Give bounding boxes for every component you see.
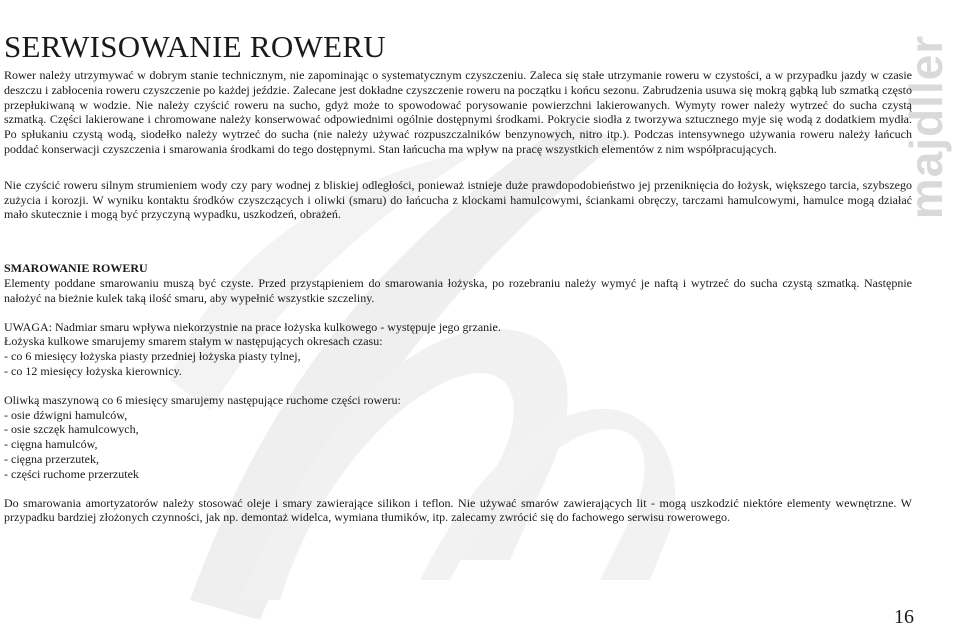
oil-list-line: Oliwką maszynową co 6 miesięcy smarujemy następujące ruchome części roweru: — [4, 392, 401, 407]
oil-list-line: - części ruchome przerzutek — [4, 466, 139, 481]
svg-text:majdller: majdller — [900, 34, 952, 220]
bearing-note-line: UWAGA: Nadmiar smaru wpływa niekorzystnie na prace łożyska kulkowego - występuje jego grzanie. — [4, 319, 501, 334]
lubrication-intro-paragraph: Elementy poddane smarowaniu muszą być czyste. Przed przystąpieniem do smarowania łożyska, po rozebraniu należy wymyć je naftą i wytrzeć do sucha czystą szmatką. Następnie nałożyć na bieżnie kulek taką ilość smaru, aby wypełnić wszystkie szczeliny. — [4, 275, 912, 305]
oil-list-line: - cięgna przerzutek, — [4, 451, 99, 466]
page-title: SERWISOWANIE ROWERU — [4, 29, 386, 64]
bearing-note-line: Łożyska kulkowe smarujemy smarem stałym w następujących okresach czasu: — [4, 334, 383, 349]
page-number: 16 — [894, 606, 914, 628]
document-body — [4, 68, 912, 525]
oil-list-line: - osie dźwigni hamulców, — [4, 407, 128, 422]
bearing-note-line: - co 12 miesięcy łożyska kierownicy. — [4, 363, 182, 378]
shock-absorber-paragraph: Do smarowania amortyzatorów należy stosować oleje i smary zawierające silikon i teflon. Nie używać smarów zawierających lit - mogą uszkodzić niektóre elementy wewnętrzne. W przypadku bardziej złożonych czynności, jak np. demontaż widelca, wymiana tłumików, itp. zalecamy zwrócić się do fachowego serwisu rowerowego. — [4, 495, 912, 525]
oil-list-line: - cięgna hamulców, — [4, 437, 98, 452]
oil-list-line: - osie szczęk hamulcowych, — [4, 422, 139, 437]
intro-paragraph: Rower należy utrzymywać w dobrym stanie technicznym, nie zapominając o systematycznym czyszczeniu. Zaleca się stałe utrzymanie roweru w czystości, a w przypadku jazdy w czasie deszczu i zabłocenia roweru czyszczenie po każdej jeździe. Zalecane jest dokładne czyszczenie roweru na początku i końcu sezonu. Zabrudzenia usuwa się mokrą gąbką lub szmatką często przepłukiwaną w wodzie. Nie należy czyścić roweru na sucho, gdyż może to spowodować porysowanie powierzchni lakierowanych. Wymyty rower należy wytrzeć do sucha czystą szmatką. Części lakierowane i chromowane należy konserwować odpowiednimi ogólnie dostępnymi środkami. Pokrycie siodła z tworzywa sztucznego myje się wodą z dodatkiem mydła. Po spłukaniu czystą wodą, siodełko należy wytrzeć do sucha (nie należy używać rozpuszczalników benzynowych, nitro itp.). Podczas intensywnego używania roweru należy łańcuch poddać konserwacji czyszczenia i smarowania środkami do tego dostępnymi. Stan łańcucha ma wpływ na pracę wszystkich elementów z nim współpracujących. — [4, 68, 912, 156]
majdller-logo — [900, 2, 952, 252]
lubrication-heading: SMAROWANIE ROWERU — [4, 261, 148, 276]
bearing-note-line: - co 6 miesięcy łożyska piasty przedniej łożyska piasty tylnej, — [4, 349, 301, 364]
washing-warning-paragraph: Nie czyścić roweru silnym strumieniem wody czy pary wodnej z bliskiej odległości, ponieważ istnieje duże prawdopodobieństwo jej przeniknięcia do łożysk, większego tarcia, szybszego zużycia i korozji. W wyniku kontaktu środków czyszczących i oliwki (smaru) do łańcucha z klockami hamulcowymi, ściankami obręczy, tarczami hamulcowymi, hamulce mogą działać mało skutecznie i mogą być przyczyną wypadku, uszkodzeń, obrażeń. — [4, 177, 912, 222]
